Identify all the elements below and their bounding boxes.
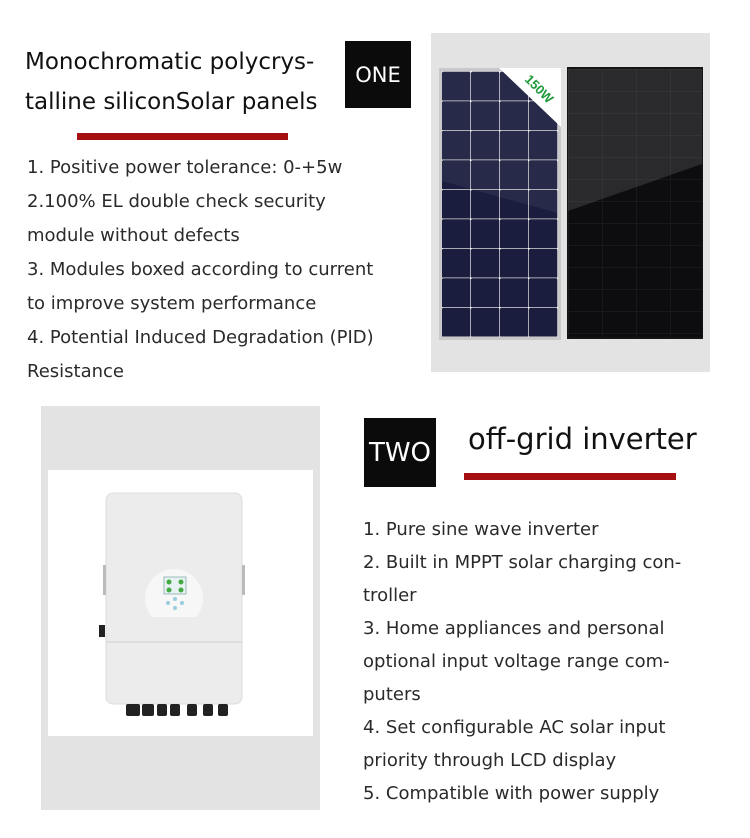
feature-line: 1. Positive power tolerance: 0-+5w [27, 157, 343, 178]
title-line: talline siliconSolar panels [25, 89, 318, 115]
feature-line: troller [363, 585, 417, 606]
feature-line: module without defects [27, 225, 240, 246]
section-one-badge: ONE [345, 41, 411, 108]
solar-panel-image [431, 33, 710, 372]
feature-line: 3. Modules boxed according to current [27, 259, 374, 280]
feature-line: 1. Pure sine wave inverter [363, 519, 599, 540]
section-one-features [27, 151, 374, 389]
solar-panels-illustration [431, 33, 710, 372]
section-two-badge: TWO [364, 418, 436, 487]
feature-line: 2. Built in MPPT solar charging con- [363, 552, 682, 573]
feature-line: to improve system performance [27, 293, 317, 314]
feature-line: priority through LCD display [363, 750, 617, 771]
feature-line: 4. Potential Induced Degradation (PID) [27, 327, 374, 348]
section-one-divider [77, 133, 288, 140]
section-two-title: off-grid inverter [468, 422, 697, 456]
section-one-title [25, 42, 318, 122]
feature-line: Resistance [27, 361, 124, 382]
inverter-image [48, 470, 313, 736]
inverter-illustration [48, 470, 313, 736]
feature-line: 4. Set configurable AC solar input [363, 717, 666, 738]
feature-line: 5. Compatible with power supply [363, 783, 660, 804]
section-two-features [363, 513, 681, 810]
feature-line: puters [363, 684, 421, 705]
panel-wattage-label: 150W [521, 71, 557, 107]
feature-line: 3. Home appliances and personal [363, 618, 665, 639]
feature-line: optional input voltage range com- [363, 651, 670, 672]
feature-line: 2.100% EL double check security [27, 191, 326, 212]
title-line: Monochromatic polycrys- [25, 49, 315, 75]
section-two-divider [464, 473, 676, 480]
